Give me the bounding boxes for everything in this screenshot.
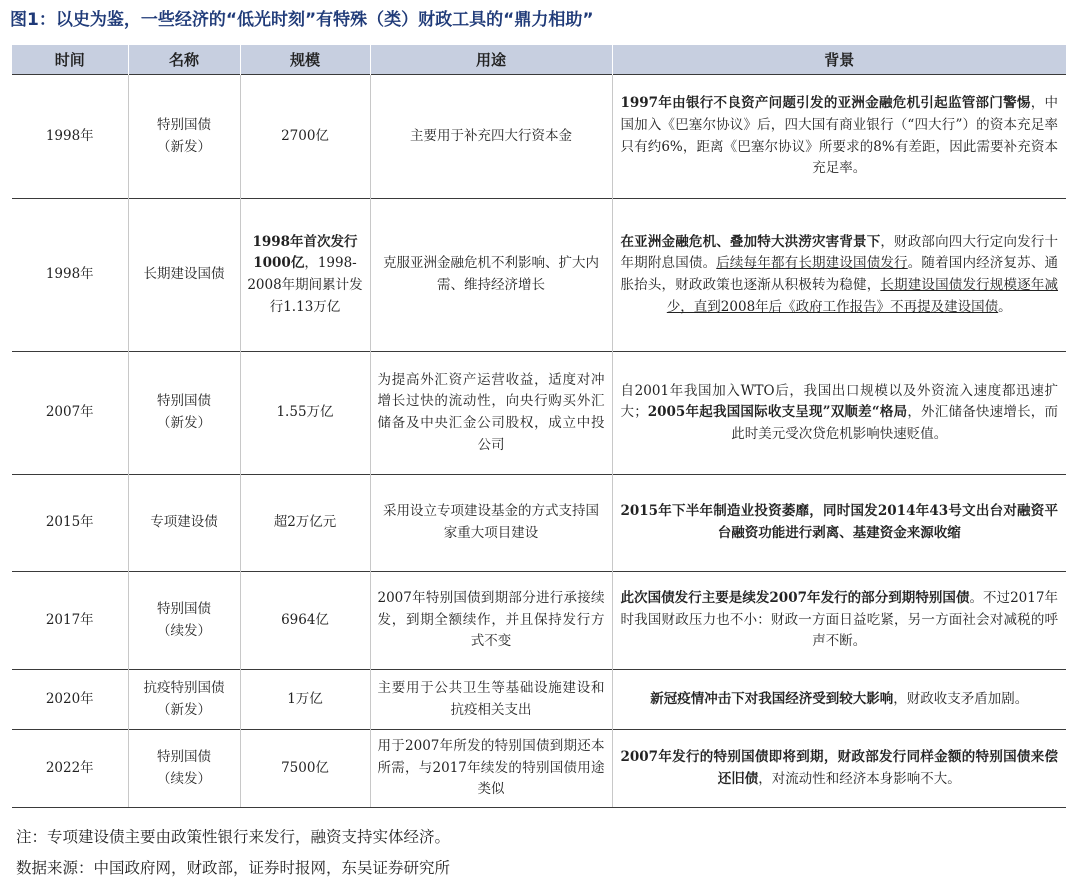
table-row [12,199,1066,352]
cell-scale [240,670,370,730]
cell-usage-text: 为提高外汇资产运营收益，适度对冲增长过快的流动性，向央行购买外汇储备及中央汇金公司股权，成立中投公司 [377,371,605,453]
text-run: 。 [998,298,1012,315]
cell-usage [370,475,612,572]
cell-time: 2007年 [12,352,128,475]
header-name: 名称 [128,45,240,75]
header-background: 背景 [612,45,1066,75]
text-run: ，财政部向四大行定向发行十年期附息国债。 [620,233,1059,272]
cell-scale [240,352,370,475]
cell-name [128,475,240,572]
cell-name [128,730,240,808]
cell-scale [240,199,370,352]
text-run: ，外汇储备快速增长，而此时美元受次贷危机影响快速贬值。 [731,404,1059,442]
cell-usage [370,670,612,730]
text-run: 6964亿 [281,611,329,628]
bold-text-run: 2015年下半年制造业投资萎靡，同时国发2014年43号文出台对融资平台融资功能进行剥离、基建资金来源收缩 [620,503,1058,541]
bold-text-run: 新冠疫情冲击下对我国经济受到较大影响 [650,690,894,707]
table-row [12,730,1066,808]
cell-background [612,730,1066,808]
text-run: 7500亿 [281,759,329,776]
cell-name-text: 特别国债（新发） [157,116,211,155]
text-run: 自2001年我国加入WTO后，我国出口规模以及外资流入速度都迅速扩大； [620,382,1058,421]
cell-usage-text: 主要用于补充四大行资本金 [410,127,572,144]
cell-background [612,352,1066,475]
text-run: 1.55万亿 [276,404,334,421]
cell-time: 2020年 [12,670,128,730]
cell-time: 1998年 [12,199,128,352]
cell-name [128,670,240,730]
cell-background [612,572,1066,670]
bold-text-run: 2005年起我国国际收支呈现”双顺差“格局 [647,404,908,421]
cell-name-text: 抗疫特别国债（新发） [143,679,225,718]
header-usage: 用途 [370,45,612,75]
header-scale: 规模 [240,45,370,75]
cell-scale [240,730,370,808]
cell-usage [370,572,612,670]
cell-scale [240,75,370,199]
cell-name-text: 特别国债（新发） [157,393,211,431]
underlined-text-run: 后续每年都有长期建设国债发行 [716,255,908,272]
table-note: 注：专项建设债主要由政策性银行来发行，融资支持实体经济。 [16,828,451,846]
cell-name [128,352,240,475]
text-run: 1万亿 [287,690,323,707]
cell-time: 2022年 [12,730,128,808]
bold-text-run: 在亚洲金融危机、叠加特大洪涝灾害背景下 [620,233,881,250]
cell-usage [370,352,612,475]
cell-name-text: 专项建设债 [150,514,218,531]
text-run: ，中国加入《巴塞尔协议》后，四大国有商业银行（“四大行”）的资本充足率只有约6%，距离《巴塞尔协议》所要求的8%有差距，因此需要补充资本充足率。 [620,95,1059,177]
cell-usage [370,75,612,199]
bold-text-run: 1998年首次发行1000亿 [252,233,358,272]
bold-text-run: 此次国债发行主要是续发2007年发行的部分到期特别国债 [620,590,970,607]
cell-usage [370,199,612,352]
cell-name-text: 特别国债（续发） [157,748,211,787]
cell-time: 1998年 [12,75,128,199]
table-row [12,670,1066,730]
cell-usage-text: 2007年特别国债到期部分进行承接续发，到期全额续作，并且保持发行方式不变 [377,590,605,650]
figure-title: 图1：以史为鉴，一些经济的“低光时刻”有特殊（类）财政工具的“鼎力相助” [10,10,594,30]
table-row [12,352,1066,475]
cell-name-text: 长期建设国债 [143,266,225,283]
cell-usage [370,730,612,808]
cell-background [612,670,1066,730]
bold-text-run: 1997年由银行不良资产问题引发的亚洲金融危机引起监管部门警惕 [620,95,1031,112]
cell-scale [240,475,370,572]
text-run: ，对流动性和经济本身影响不大。 [758,770,961,787]
text-run: ，1998-2008年期间累计发行1.13万亿 [247,255,363,315]
data-source: 数据来源：中国政府网，财政部，证券时报网，东吴证券研究所 [16,859,451,877]
table-row [12,475,1066,572]
text-run: 超2万亿元 [273,514,337,531]
cell-background [612,199,1066,352]
text-run: 2700亿 [281,127,329,144]
bold-text-run: 2007年发行的特别国债即将到期，财政部发行同样金额的特别国债来偿还旧债 [620,748,1058,787]
cell-usage-text: 采用设立专项建设基金的方式支持国家重大项目建设 [383,503,599,541]
cell-time: 2015年 [12,475,128,572]
cell-name [128,199,240,352]
text-run: ，财政收支矛盾加剧。 [893,690,1029,707]
fiscal-tools-table [12,45,1066,808]
text-run: 。随着国内经济复苏、通胀抬头，财政政策也逐渐从积极转为稳健， [620,255,1059,293]
cell-usage-text: 用于2007年所发的特别国债到期还本所需，与2017年续发的特别国债用途类似 [377,738,605,798]
table-row [12,75,1066,199]
text-run: 。不过2017年时我国财政压力也不小：财政一方面日益吃紧，另一方面社会对减税的呼声不断。 [620,590,1058,650]
cell-name-text: 特别国债（续发） [157,600,211,639]
cell-time: 2017年 [12,572,128,670]
cell-name [128,572,240,670]
cell-name [128,75,240,199]
underlined-text-run: 长期建设国债发行规模逐年减少，直到2008年后《政府工作报告》不再提及建设国债 [666,277,1059,315]
table-row [12,572,1066,670]
cell-background [612,475,1066,572]
header-row [12,45,1066,75]
cell-scale [240,572,370,670]
cell-usage-text: 主要用于公共卫生等基础设施建设和抗疫相关支出 [377,679,605,718]
header-time: 时间 [12,45,128,75]
cell-background [612,75,1066,199]
cell-usage-text: 克服亚洲金融危机不利影响、扩大内需、维持经济增长 [383,255,599,293]
